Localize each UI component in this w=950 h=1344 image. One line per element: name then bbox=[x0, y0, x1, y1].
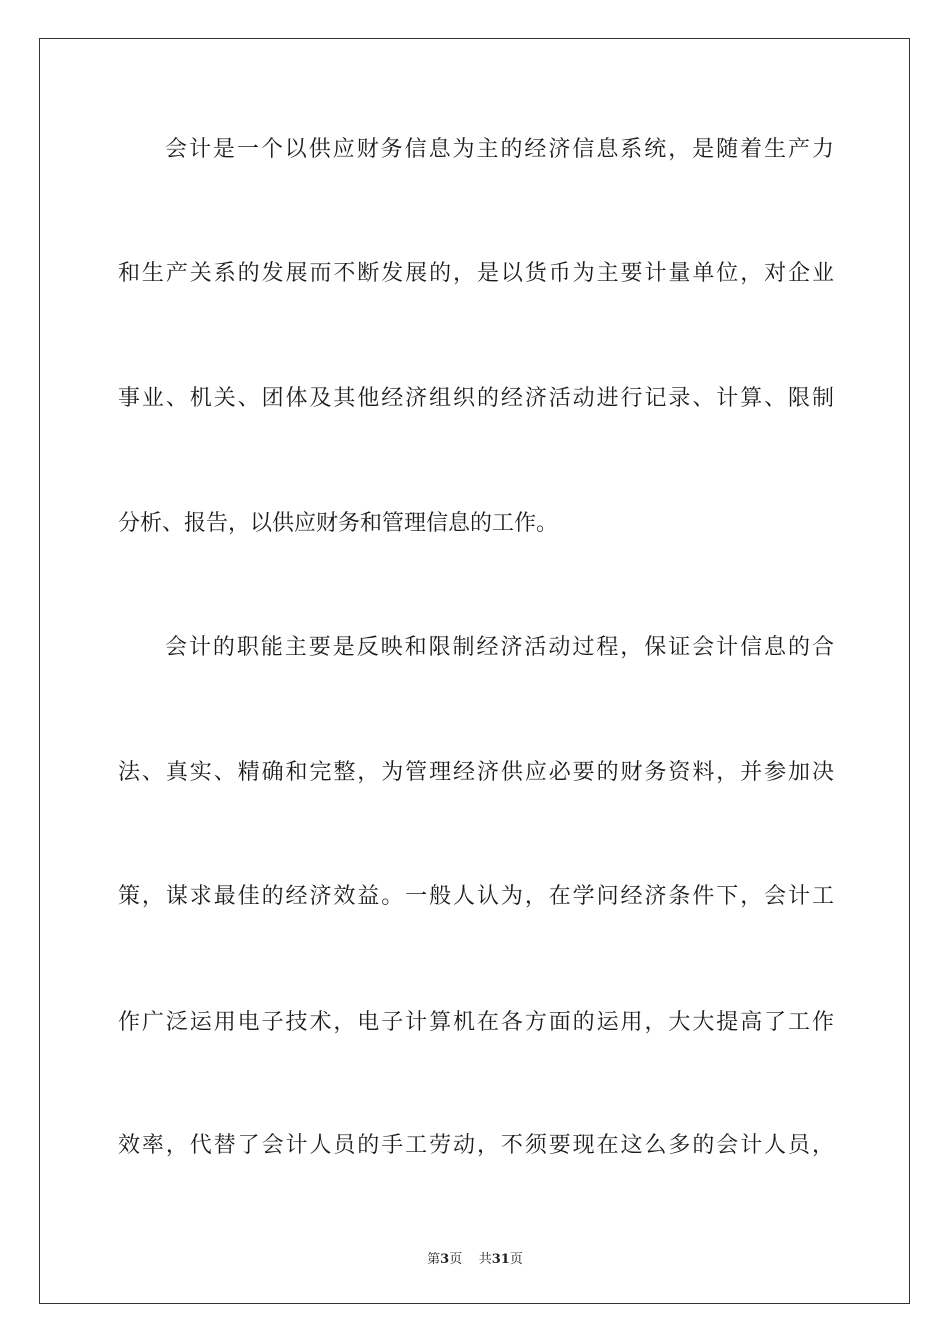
footer-page-number: 3 bbox=[440, 1252, 450, 1267]
page-footer bbox=[0, 1248, 950, 1267]
paragraph-2-line-5: 效率，代替了会计人员的手工劳动，不须要现在这么多的会计人员， bbox=[118, 1133, 834, 1158]
footer-total-prefix: 共 bbox=[478, 1252, 492, 1267]
footer-total-pages: 31 bbox=[491, 1252, 510, 1267]
paragraph-1-line-1: 会计是一个以供应财务信息为主的经济信息系统，是随着生产力 bbox=[165, 137, 834, 162]
paragraph-2-line-4: 作广泛运用电子技术，电子计算机在各方面的运用，大大提高了工作 bbox=[118, 1010, 834, 1035]
footer-total-suffix: 页 bbox=[509, 1252, 523, 1267]
paragraph-2-line-2: 法、真实、精确和完整，为管理经济供应必要的财务资料，并参加决 bbox=[118, 760, 834, 785]
paragraph-2-line-3: 策，谋求最佳的经济效益。一般人认为，在学问经济条件下，会计工 bbox=[118, 884, 834, 909]
paragraph-1-line-3: 事业、机关、团体及其他经济组织的经济活动进行记录、计算、限制 bbox=[118, 386, 834, 411]
paragraph-2-line-1: 会计的职能主要是反映和限制经济活动过程，保证会计信息的合 bbox=[165, 635, 834, 660]
footer-page-suffix: 页 bbox=[449, 1252, 463, 1267]
paragraph-1-line-2: 和生产关系的发展而不断发展的，是以货币为主要计量单位，对企业 bbox=[118, 261, 834, 286]
paragraph-1-line-4: 分析、报告，以供应财务和管理信息的工作。 bbox=[118, 511, 559, 536]
page-border bbox=[39, 38, 910, 1304]
footer-prefix: 第 bbox=[427, 1252, 441, 1267]
